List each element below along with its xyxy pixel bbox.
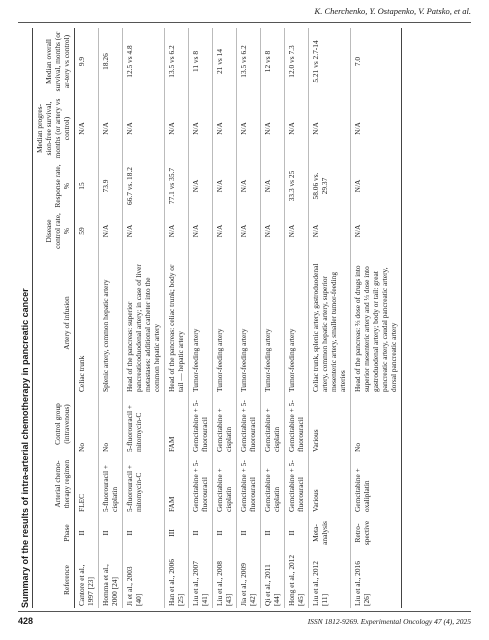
cell-os: 18.26: [99, 28, 123, 95]
cell-os: 5.21 vs 2.7-14: [309, 28, 351, 95]
cell-control: Various: [309, 394, 351, 454]
table-caption: Summary of the results of intra-arterial chemotherapy in pancreatic cancer: [20, 288, 30, 608]
table-row: [75, 28, 99, 608]
cell-os: 13.5 vs 6.2: [237, 28, 261, 95]
cell-disease-control: N/A: [99, 210, 123, 252]
table-row: [165, 28, 189, 608]
cell-os: 13.5 vs 6.2: [165, 28, 189, 95]
cell-regimen: Gemcitabine + oxaliplatin: [351, 454, 402, 514]
cell-disease-control: N/A: [261, 210, 285, 252]
cell-disease-control: N/A: [309, 210, 351, 252]
cell-pfs: N/A: [261, 95, 285, 162]
cell-phase: II: [189, 514, 213, 552]
cell-os: 11 vs 8: [189, 28, 213, 95]
cell-control: Gemcitabine + 5-fluorouracil: [237, 394, 261, 454]
cell-regimen: 5-fluorouracil + mitomycin-C: [123, 454, 165, 514]
cell-disease-control: N/A: [189, 210, 213, 252]
cell-response: 77.1 vs 35.7: [165, 162, 189, 210]
cell-response: 58.06 vs. 29.37: [309, 162, 351, 210]
cell-artery: Head of the pancreas: ⅔ dose of drugs into superior mesenteric artery and ⅓ dose into gastroduodenal artery; body or tail: great pancreatic artery, caudal pancreatic artery, dorsal pancreatic artery: [351, 252, 402, 394]
table-header-row: [33, 28, 75, 608]
cell-disease-control: N/A: [351, 210, 402, 252]
cell-disease-control: N/A: [165, 210, 189, 252]
cell-phase: II: [123, 514, 165, 552]
cell-reference: Han et al., 2006 [25]: [165, 552, 189, 608]
cell-pfs: N/A: [309, 95, 351, 162]
table-row: [237, 28, 261, 608]
cell-control: FAM: [165, 394, 189, 454]
cell-disease-control: N/A: [213, 210, 237, 252]
cell-phase: II: [237, 514, 261, 552]
cell-response: N/A: [237, 162, 261, 210]
cell-phase: II: [99, 514, 123, 552]
cell-regimen: 5-fluorouracil + cisplatin: [99, 454, 123, 514]
cell-response: 15: [75, 162, 99, 210]
cell-pfs: N/A: [165, 95, 189, 162]
cell-artery: Splenic artery, common hepatic artery: [99, 252, 123, 394]
cell-response: 33.3 vs 25: [285, 162, 309, 210]
cell-response: N/A: [213, 162, 237, 210]
column-header-regimen: Arterial chemo-therapy regimen: [33, 454, 75, 514]
cell-regimen: Various: [309, 454, 351, 514]
cell-phase: II: [285, 514, 309, 552]
cell-response: 73.9: [99, 162, 123, 210]
page-number: 428: [18, 616, 34, 626]
cell-control: Gemcitabine + 5-fluorouracil: [189, 394, 213, 454]
cell-regimen: Gemcitabine + cisplatin: [213, 454, 237, 514]
cell-artery: Celiac trunk: [75, 252, 99, 394]
cell-reference: Liu et al., 2008 [43]: [213, 552, 237, 608]
cell-response: N/A: [351, 162, 402, 210]
cell-control: Gemcitabine + cisplatin: [213, 394, 237, 454]
table-row: [99, 28, 123, 608]
table-row: [351, 28, 402, 608]
cell-reference: Homma et al., 2000 [24]: [99, 552, 123, 608]
column-header-control: Control group (intravenous): [33, 394, 75, 454]
results-table: [32, 28, 402, 608]
cell-phase: Meta-analysis: [309, 514, 351, 552]
cell-artery: Head of the pancreas: superior pancreaticoduodenal artery; in case of liver metastases: additional catheter into the common hepatic artery: [123, 252, 165, 394]
table-row: [261, 28, 285, 608]
cell-control: No: [99, 394, 123, 454]
cell-response: N/A: [189, 162, 213, 210]
cell-pfs: N/A: [75, 95, 99, 162]
cell-os: 12 vs 8: [261, 28, 285, 95]
cell-control: 5-fluorouracil + mitomycin-C: [123, 394, 165, 454]
cell-pfs: N/A: [189, 95, 213, 162]
column-header-phase: Phase: [33, 514, 75, 552]
cell-phase: II: [213, 514, 237, 552]
cell-reference: Liu et al., 2012 [11]: [309, 552, 351, 608]
cell-disease-control: N/A: [285, 210, 309, 252]
cell-disease-control: 59: [75, 210, 99, 252]
table-row: [189, 28, 213, 608]
cell-reference: Liu et al., 2007 [41]: [189, 552, 213, 608]
cell-artery: Head of the pancreas: celiac trunk; body or tail — hepatic artery: [165, 252, 189, 394]
column-header-response: Response rate, %: [33, 162, 75, 210]
cell-regimen: FLEC: [75, 454, 99, 514]
cell-control: Gemcitabine + 5-fluorouracil: [285, 394, 309, 454]
rotated-table-page: [18, 28, 470, 608]
table-row: [285, 28, 309, 608]
table-row: [309, 28, 351, 608]
cell-reference: Jia et al., 2009 [42]: [237, 552, 261, 608]
cell-regimen: FAM: [165, 454, 189, 514]
running-header: K. Cherchenko, Y. Ostapenko, V. Patsko, et al.: [314, 6, 471, 16]
cell-phase: III: [165, 514, 189, 552]
cell-os: 9.9: [75, 28, 99, 95]
column-header-os: Median overall survival, months (or ar-tery vs control): [33, 28, 75, 95]
cell-control: Gemcitabine + cisplatin: [261, 394, 285, 454]
cell-response: N/A: [261, 162, 285, 210]
cell-disease-control: N/A: [123, 210, 165, 252]
cell-phase: II: [75, 514, 99, 552]
header-rule: [18, 22, 471, 23]
cell-phase: Retro-spective: [351, 514, 402, 552]
cell-artery: Celiac trunk, splenic artery, gastroduodenal artery, common hepatic artery, superior mesenteric artery, smaller tumor-feeding arteries: [309, 252, 351, 394]
cell-phase: II: [261, 514, 285, 552]
cell-reference: Cantore et al., 1997 [23]: [75, 552, 99, 608]
cell-reference: Ji et al., 2003 [40]: [123, 552, 165, 608]
cell-artery: Tumor-feeding artery: [213, 252, 237, 394]
table-row: [123, 28, 165, 608]
cell-reference: Hong et al., 2012 [45]: [285, 552, 309, 608]
cell-disease-control: N/A: [237, 210, 261, 252]
cell-regimen: Gemcitabine + 5-fluorouracil: [237, 454, 261, 514]
cell-control: No: [351, 394, 402, 454]
cell-regimen: Gemcitabine + 5-fluorouracil: [189, 454, 213, 514]
cell-pfs: N/A: [123, 95, 165, 162]
cell-artery: Tumor-feeding artery: [237, 252, 261, 394]
column-header-disease-control: Disease control rate, %: [33, 210, 75, 252]
cell-pfs: N/A: [99, 95, 123, 162]
cell-regimen: Gemcitabine + 5-fluorouracil: [285, 454, 309, 514]
column-header-artery: Artery of infusion: [33, 252, 75, 394]
cell-os: 12.5 vs 4.8: [123, 28, 165, 95]
column-header-reference: Reference: [33, 552, 75, 608]
cell-artery: Tumor-feeding artery: [285, 252, 309, 394]
cell-control: No: [75, 394, 99, 454]
cell-artery: Tumor-feeding artery: [189, 252, 213, 394]
cell-pfs: N/A: [285, 95, 309, 162]
cell-reference: Liu et al., 2016 [26]: [351, 552, 402, 608]
cell-artery: Tumor-feeding artery: [261, 252, 285, 394]
cell-os: 21 vs 14: [213, 28, 237, 95]
cell-pfs: N/A: [213, 95, 237, 162]
cell-os: 12.0 vs 7.3: [285, 28, 309, 95]
cell-pfs: N/A: [351, 95, 402, 162]
cell-pfs: N/A: [237, 95, 261, 162]
footer-rule: [18, 611, 471, 612]
cell-reference: Qi et al., 2011 [44]: [261, 552, 285, 608]
table-row: [213, 28, 237, 608]
column-header-pfs: Median progres-sion-free survival, months (or artery vs control): [33, 95, 75, 162]
cell-os: 7.0: [351, 28, 402, 95]
cell-regimen: Gemcitabine + cisplatin: [261, 454, 285, 514]
journal-line: ISSN 1812-9269. Experimental Oncology 47 (4), 2025: [307, 617, 471, 626]
cell-response: 66.7 vs. 18.2: [123, 162, 165, 210]
